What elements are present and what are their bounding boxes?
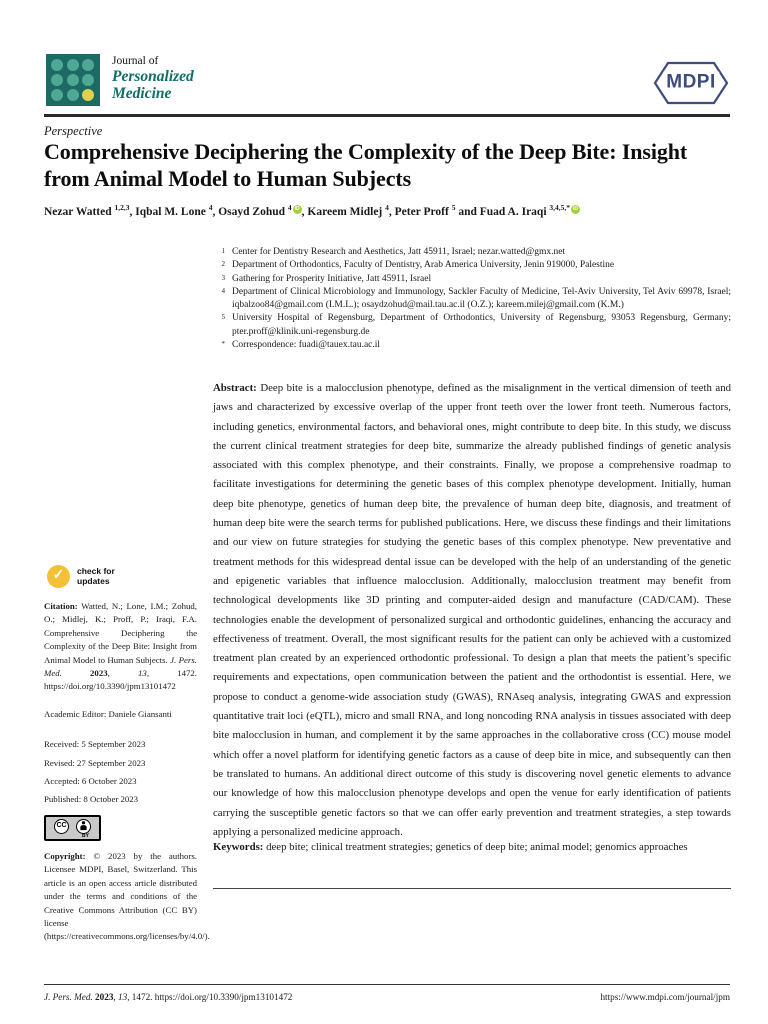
header-rule <box>44 114 730 117</box>
author-name: Kareem Midlej <box>307 205 386 218</box>
copyright-text: © 2023 by the authors. Licensee MDPI, Basel, Switzerland. This article is an open access article distributed under the terms and conditions of the Creative Commons Attribution (CC BY) license (https://creativecommons.org/licenses/by/4.0/). <box>44 850 210 942</box>
keywords-label: Keywords: <box>213 841 264 853</box>
academic-editor-line <box>44 708 197 721</box>
affiliation-row <box>213 246 731 259</box>
affiliation-marker: 5 <box>221 314 225 322</box>
citation-label: Citation: <box>44 601 78 611</box>
footer-citation-segment: , 1472. https://doi.org/10.3390/jpm13101472 <box>127 992 293 1002</box>
copyright-block <box>44 850 210 944</box>
history-date-value: 5 September 2023 <box>81 739 146 750</box>
citation-segment: Watted, N.; Lone, I.M.; Zohud, O.; Midlej, K.; Proff, P.; Iraqi, F.A. Comprehensive Deciphering the Complexity of the Deep Bite: Insight from Animal Model to Human Subjects. <box>44 601 197 665</box>
history-date-line <box>44 754 197 772</box>
affiliation-text: Gathering for Prosperity Initiative, Jatt 45911, Israel <box>232 273 432 284</box>
logo-dot <box>51 59 63 71</box>
affiliation-row <box>213 259 731 272</box>
citation-segment: , <box>107 668 139 679</box>
logo-dot <box>67 74 79 86</box>
footer-citation <box>44 992 292 1002</box>
abstract-text: Deep bite is a malocclusion phenotype, defined as the misalignment in the vertical dimension of teeth and jaws and characterized by excessive overlap of the upper front teeth over the lower front teeth. Numerous factors, including genetics, environmental factors, and behavioral ones, might contribute to deep bite. In this study, we discuss the current clinical treatment strategies for deep bite, summarize the already published findings of genetic analysis associated with this complex phenotype, and their constraints. Finally, we propose a comprehensive roadmap to facilitate investigations for determining the genetic bases of this complex phenotype development. Initially, human deep bite phenotype, genetics of human deep bite, the prevalence of human deep bite, diagnosis, and treatment of human deep bite were the search terms for published publications. Here, we discuss these findings and their limitations and our view on future strategies for studying the genetic bases of this complex phenotype. New preventative and treatment methods for this widespread dental issue can be developed with the help of an understanding of the genetic and epigenetic variables that influence malocclusion. Additionally, malocclusion treatment may benefit from technological developments like 3D printing and computer-aided design and manufacture (CAD/CAM). These technologies enable the development of personalized surgical and orthodontic guidelines, enhancing the accuracy and effectiveness of treatment. Overall, the most significant results for the patient can only be achieved with a customized treatment plan created by an experienced orthodontic professional. To design a plan that meets the patient’s specific requirements and expectations, open communication between the patient and the orthodontist is essential. Here, we propose to conduct a genome-wide association study (GWAS), RNAseq analysis, integrating GWAS and expression quantitative trait loci (eQTL), micro and small RNA, and long noncoding RNA analysis in tissues associated with deep bite malocclusion in human, and complement it by the same approaches in the collaborative cross (CC) mouse model which offer a novel platform for identifying genetic factors as a cause of deep bite in mice, and subsequently can then be translated to humans. An additional direct outcome of this study is discovering novel genetic elements to advance our knowledge of how this malocclusion phenotype develops and open the venue for early identification of patients carrying the susceptible genetic factors so that we can offer early prevention and treatment strategies, a step towards applying a personalized medicine approach. <box>213 382 731 838</box>
academic-editor-label: Academic Editor: <box>44 708 107 719</box>
logo-dot <box>51 89 63 101</box>
citation-text <box>44 601 197 691</box>
footer-citation-segment: 2023 <box>95 992 114 1002</box>
journal-name <box>112 55 194 103</box>
footer-rule <box>44 984 730 985</box>
cc-by-license-badge[interactable] <box>44 815 101 841</box>
check-for-updates-line2: updates <box>77 575 110 586</box>
citation-segment: 2023 <box>90 668 108 679</box>
mdpi-logo[interactable] <box>652 60 730 106</box>
check-for-updates-label <box>77 567 115 586</box>
affiliation-marker: 2 <box>221 261 225 269</box>
citation-segment: 13 <box>138 668 147 679</box>
checkmark-icon: ✓ <box>47 565 70 588</box>
journal-name-line1: Personalized <box>112 67 194 85</box>
page-title: Comprehensive Deciphering the Complexity of the Deep Bite: Insight from Animal Model to Human Subjects <box>44 139 688 191</box>
history-date-label: Accepted: <box>44 776 82 787</box>
citation-segment: , 1472. https://doi.org/10.3390/jpm13101472 <box>44 668 197 692</box>
academic-editor-name: Daniele Giansanti <box>108 708 172 719</box>
logo-dot <box>51 74 63 86</box>
mdpi-wordmark: MDPI <box>663 72 719 94</box>
footer-citation-segment: , <box>113 992 118 1002</box>
history-dates <box>44 735 197 809</box>
journal-logo-icon <box>46 54 100 106</box>
affiliation-row <box>213 312 731 339</box>
abstract-paragraph <box>213 379 731 842</box>
author-affiliation-sup: 4 <box>385 203 389 212</box>
history-date-line <box>44 735 197 753</box>
affiliation-row <box>213 286 731 313</box>
journal-name-line2: Medicine <box>112 85 172 103</box>
history-date-label: Revised: <box>44 757 77 768</box>
affiliation-text: Correspondence: fuadi@tauex.tau.ac.il <box>232 340 381 351</box>
citation-segment: J. Pers. Med. <box>44 654 197 679</box>
cc-by-label: BY <box>82 832 89 839</box>
author-affiliation-sup: 4 <box>287 203 292 212</box>
copyright-label: Copyright: <box>44 850 86 861</box>
history-date-label: Received: <box>44 739 82 750</box>
footer-citation-segment: 13 <box>118 992 128 1002</box>
history-date-value: 8 October 2023 <box>83 794 139 805</box>
logo-dot <box>82 59 94 71</box>
authors-line: Nezar Watted $^{1,2,3}$, Iqbal M. Lone $^4$, Osayd Zohud $^4$ iD , Kareem Midlej $^4$, Peter Proff $^5$ and Fuad A. Iraqi $^{3,4,5,*}$ iD <box>44 203 579 218</box>
author-name: Fuad A. Iraqi <box>479 205 550 218</box>
history-date-label: Published: <box>44 794 84 805</box>
affiliations-list <box>213 246 731 352</box>
affiliation-marker: 3 <box>221 274 225 282</box>
affiliation-marker: * <box>221 341 225 349</box>
affiliation-row <box>213 339 731 352</box>
check-for-updates-badge[interactable] <box>44 565 197 588</box>
author-name: Iqbal M. Lone <box>135 205 209 218</box>
keywords-paragraph <box>213 838 731 857</box>
affiliation-marker: 1 <box>221 248 225 255</box>
author-affiliation-sup: 3,4,5,* <box>549 203 571 212</box>
affiliation-text: University Hospital of Regensburg, Department of Orthodontics, University of Regensburg, 93053 Regensburg, Germany; pter.proff@klinik.uni-regensburg.de <box>232 313 731 337</box>
citation-block <box>44 600 197 694</box>
history-date-value: 27 September 2023 <box>76 757 146 768</box>
check-for-updates-line1: check for <box>77 566 115 576</box>
affiliation-marker: 4 <box>221 287 225 295</box>
keywords-text: deep bite; clinical treatment strategies; genetics of deep bite; animal model; genomics approaches <box>266 841 688 853</box>
logo-dot <box>67 59 79 71</box>
history-date-value: 6 October 2023 <box>81 776 137 787</box>
author-affiliation-sup: 1,2,3 <box>114 203 130 212</box>
author-name: Peter Proff <box>394 205 452 218</box>
affiliation-row <box>213 273 731 286</box>
abstract-label: Abstract: <box>213 382 257 394</box>
logo-dot-yellow <box>82 89 94 101</box>
affiliation-text: Department of Clinical Microbiology and Immunology, Sackler Faculty of Medicine, Tel-Aviv University, Tel Aviv 69978, Israel; iqbalzoo84@gmail.com (I.M.L.); osaydzohud@mail.tau.ac.il (O.Z.); kareem.milej@gmail.com (K.M.) <box>232 286 731 311</box>
journal-name-prefix: Journal of <box>112 55 159 67</box>
cc-icon: CC <box>54 819 69 834</box>
cc-by-person-icon <box>76 819 91 834</box>
author-affiliation-sup: 5 <box>451 203 456 212</box>
orcid-icon[interactable]: iD <box>573 206 579 212</box>
logo-dot <box>67 89 79 101</box>
affiliation-text: Department of Orthodontics, Faculty of Dentistry, Arab America University, Jenin 919000, Palestine <box>232 260 615 271</box>
orcid-icon[interactable]: iD <box>294 206 300 212</box>
affiliation-text: Center for Dentistry Research and Aesthetics, Jatt 45911, Israel; nezar.watted@gmx.net <box>232 247 566 257</box>
sidebar <box>44 565 210 944</box>
article-type-label: Perspective <box>44 124 103 138</box>
history-date-line <box>44 790 197 808</box>
author-affiliation-sup: 4 <box>208 203 213 212</box>
history-date-line <box>44 772 197 790</box>
footer-citation-segment: J. Pers. Med. <box>44 992 96 1002</box>
footer-journal-url[interactable]: https://www.mdpi.com/journal/jpm <box>600 992 730 1002</box>
author-name: Nezar Watted <box>44 205 115 218</box>
keywords-rule <box>213 888 731 889</box>
logo-dot <box>82 74 94 86</box>
author-name: Osayd Zohud <box>218 205 288 218</box>
